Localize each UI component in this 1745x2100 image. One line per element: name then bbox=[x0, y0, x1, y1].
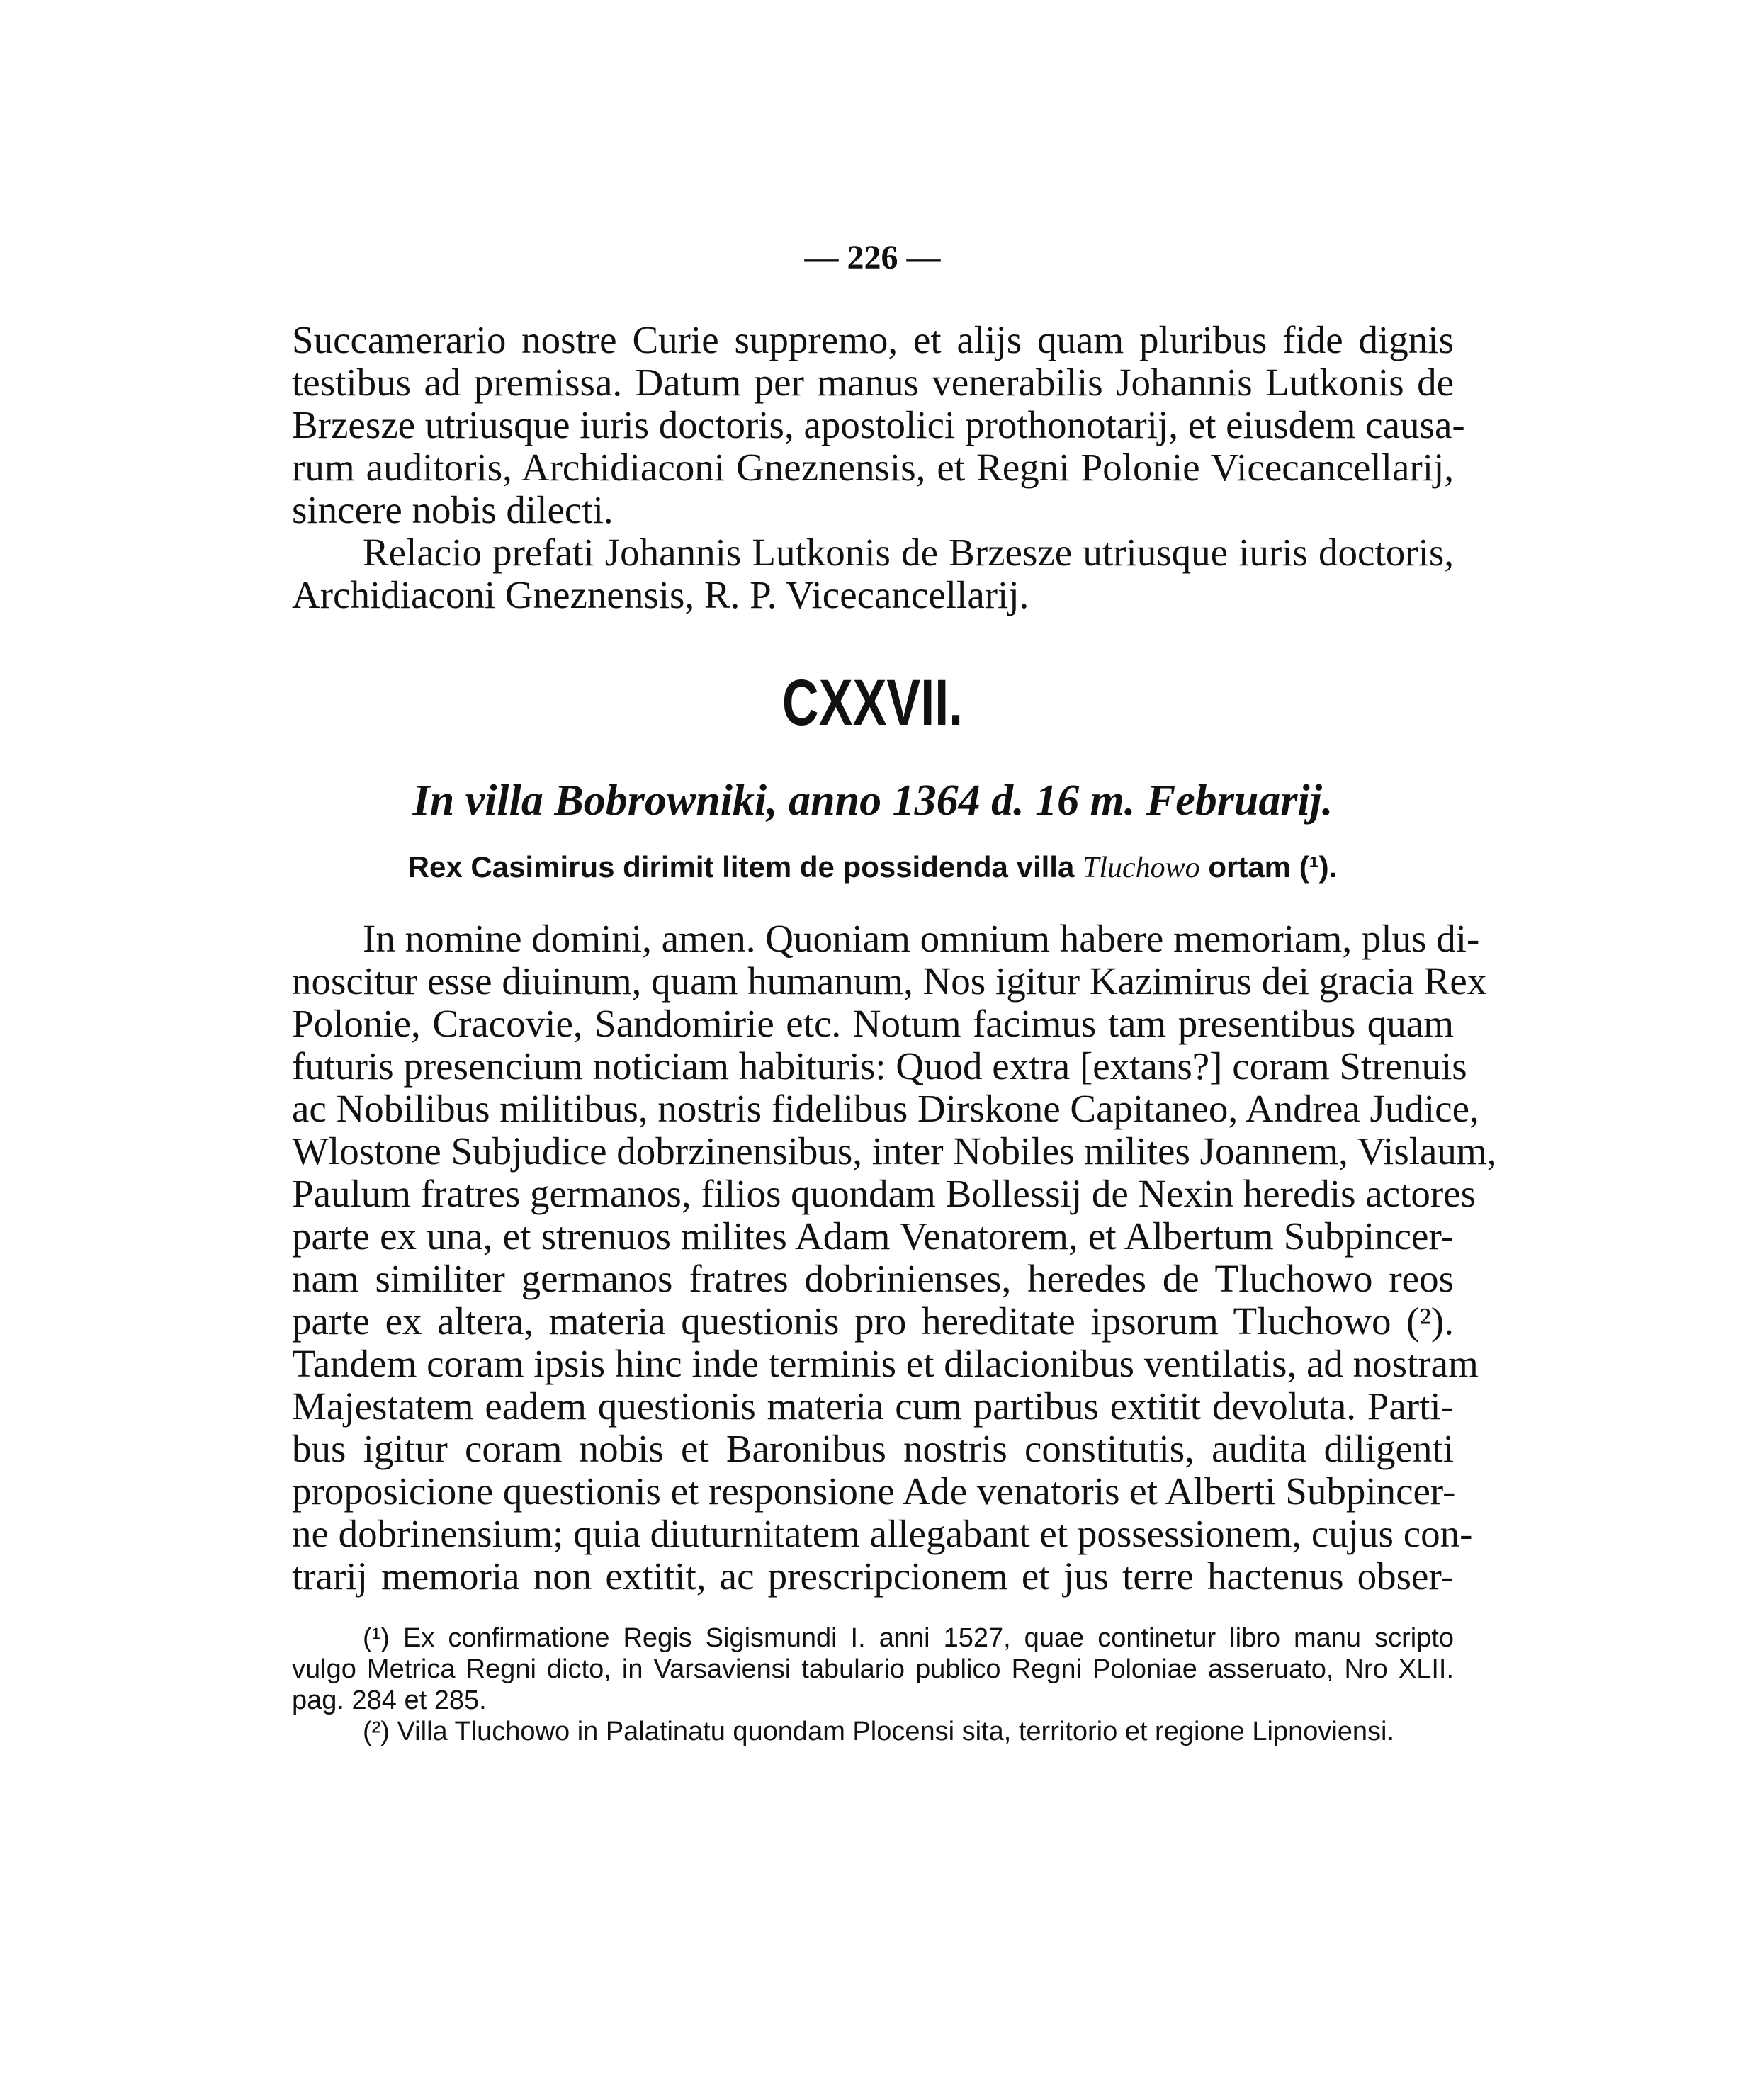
body-line: bus igitur coram nobis et Baronibus nostris constitutis, audita diligenti bbox=[292, 1427, 1454, 1470]
body-line: Wlostone Subjudice dobrzinensibus, inter Nobiles milites Joannem, Vislaum, bbox=[292, 1129, 1497, 1173]
footnote-line: vulgo Metrica Regni dicto, in Varsaviensi tabulario publico Regni Poloniae asseruato, Nro XLII. bbox=[292, 1654, 1454, 1684]
footnote-line: (¹) Ex confirmatione Regis Sigismundi I. anni 1527, quae continetur libro manu scripto bbox=[363, 1623, 1454, 1653]
text-line: Succamerario nostre Curie suppremo, et alijs quam pluribus fide dignis bbox=[292, 318, 1454, 361]
summary-place: Tluchowo bbox=[1082, 852, 1200, 884]
body-line: parte ex una, et strenuos milites Adam Venatorem, et Albertum Subpincer- bbox=[292, 1214, 1454, 1258]
body-line: trarij memoria non extitit, ac prescripcionem et jus terre hactenus obser- bbox=[292, 1554, 1454, 1598]
body-line: Tandem coram ipsis hinc inde terminis et dilacionibus ventilatis, ad nostram bbox=[292, 1342, 1479, 1385]
body-line: Majestatem eadem questionis materia cum partibus extitit devoluta. Parti- bbox=[292, 1384, 1454, 1428]
text-line: sincere nobis dilecti. bbox=[292, 488, 614, 531]
footnote-line: (²) Villa Tluchowo in Palatinatu quondam Plocensi sita, territorio et regione Lipnoviensi. bbox=[363, 1717, 1395, 1746]
body-line: ac Nobilibus militibus, nostris fidelibus Dirskone Capitaneo, Andrea Judice, bbox=[292, 1087, 1479, 1130]
text-line: rum auditoris, Archidiaconi Gneznensis, et Regni Polonie Vicecancellarij, bbox=[292, 446, 1454, 489]
summary-text-end: ortam (¹). bbox=[1199, 850, 1338, 884]
document-number-heading: CXXVII. bbox=[781, 667, 964, 739]
body-line: proposicione questionis et responsione Ade venatoris et Alberti Subpincer- bbox=[292, 1469, 1456, 1513]
relacio-line: Archidiaconi Gneznensis, R. P. Vicecancellarij. bbox=[292, 573, 1029, 616]
body-line: noscitur esse diuinum, quam humanum, Nos igitur Kazimirus dei gracia Rex bbox=[292, 959, 1487, 1003]
place-date-heading: In villa Bobrowniki, anno 1364 d. 16 m. Februarij. bbox=[412, 777, 1333, 825]
body-line: ne dobrinensium; quia diuturnitatem allegabant et possessionem, cujus con- bbox=[292, 1512, 1473, 1555]
text-line: testibus ad premissa. Datum per manus venerabilis Johannis Lutkonis de bbox=[292, 361, 1454, 404]
body-line: In nomine domini, amen. Quoniam omnium habere memoriam, plus di- bbox=[363, 917, 1480, 960]
footnote-line: pag. 284 et 285. bbox=[292, 1686, 487, 1715]
body-line: Paulum fratres germanos, filios quondam Bollessij de Nexin heredis actores bbox=[292, 1172, 1476, 1215]
body-line: nam similiter germanos fratres dobrinienses, heredes de Tluchowo reos bbox=[292, 1257, 1454, 1300]
relacio-line: Relacio prefati Johannis Lutkonis de Brzesze utriusque iuris doctoris, bbox=[363, 531, 1454, 574]
document-summary bbox=[0, 850, 1745, 885]
text-line: Brzesze utriusque iuris doctoris, apostolici prothonotarij, et eiusdem causa- bbox=[292, 403, 1465, 446]
body-line: futuris presencium noticiam habituris: Quod extra [extans?] coram Strenuis bbox=[292, 1044, 1467, 1088]
page-number: — 226 — bbox=[804, 239, 941, 276]
body-line: parte ex altera, materia questionis pro hereditate ipsorum Tluchowo (²). bbox=[292, 1299, 1454, 1343]
body-line: Polonie, Cracovie, Sandomirie etc. Notum facimus tam presentibus quam bbox=[292, 1002, 1454, 1045]
summary-text: Rex Casimirus dirimit litem de possidenda villa bbox=[407, 850, 1083, 884]
